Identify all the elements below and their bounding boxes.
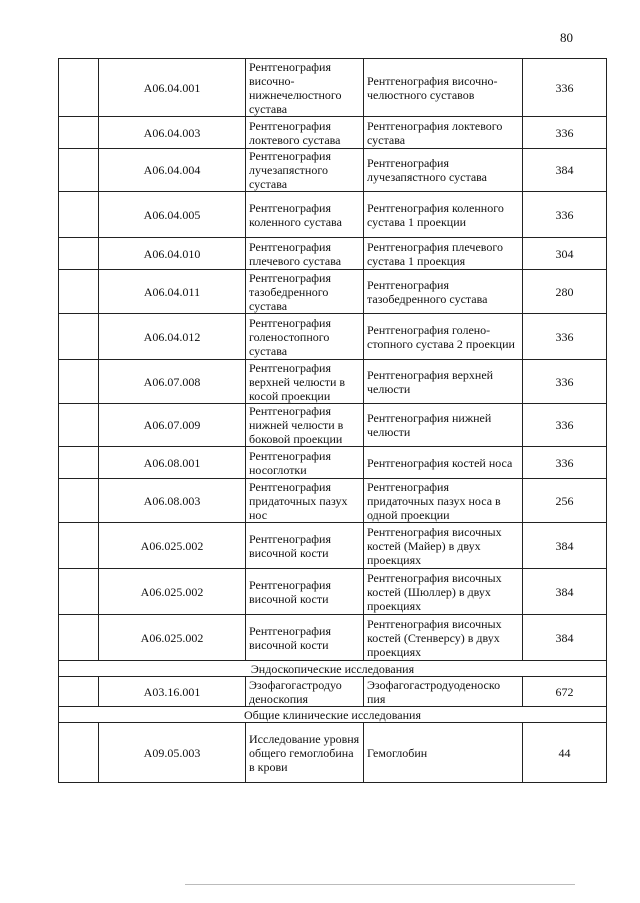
table-row [59,360,607,404]
service-code-cell: A06.04.004 [99,149,246,192]
row-index-cell [59,615,99,661]
table-row [59,238,607,270]
service-name-cell: Рентгенография лучезапястного сустава [246,149,364,192]
service-code-cell: A06.08.003 [99,479,246,523]
price-cell: 256 [523,479,607,523]
service-name-cell: Рентгенография нижней челюсти в боковой проекции [246,404,364,447]
row-index-cell [59,192,99,238]
row-index-cell [59,523,99,569]
row-index-cell [59,270,99,314]
table-row [59,149,607,192]
service-name-cell: Эзофагогастродуо деноскопия [246,677,364,707]
row-index-cell [59,479,99,523]
section-header-row [59,707,607,723]
page-number: 80 [560,30,573,45]
row-index-cell [59,677,99,707]
price-cell: 384 [523,523,607,569]
service-code-cell: A06.04.010 [99,238,246,270]
service-description-cell: Рентгенография локтевого сустава [364,117,523,149]
price-cell: 336 [523,447,607,479]
price-cell: 336 [523,404,607,447]
row-index-cell [59,360,99,404]
service-code-cell: A06.025.002 [99,523,246,569]
service-name-cell: Рентгенография височной кости [246,615,364,661]
service-description-cell: Рентгенография височно-челюстного суставов [364,59,523,117]
service-code-cell: A06.025.002 [99,615,246,661]
service-name-cell: Рентгенография тазобедренного сустава [246,270,364,314]
price-cell: 672 [523,677,607,707]
service-description-cell: Рентгенография коленного сустава 1 проекции [364,192,523,238]
table-row [59,615,607,661]
service-code-cell: A06.04.012 [99,314,246,360]
service-code-cell: A06.04.011 [99,270,246,314]
price-cell: 384 [523,149,607,192]
price-cell: 336 [523,192,607,238]
service-code-cell: A09.05.003 [99,723,246,783]
price-cell: 336 [523,360,607,404]
row-index-cell [59,314,99,360]
table-row [59,192,607,238]
service-description-cell: Рентгенография тазобедренного сустава [364,270,523,314]
service-code-cell: A06.07.008 [99,360,246,404]
row-index-cell [59,238,99,270]
table-row [59,479,607,523]
service-description-cell: Рентгенография костей носа [364,447,523,479]
service-name-cell: Рентгенография локтевого сустава [246,117,364,149]
service-name-cell: Рентгенография височной кости [246,523,364,569]
price-cell: 280 [523,270,607,314]
table-row [59,447,607,479]
table-row [59,314,607,360]
row-index-cell [59,569,99,615]
section-title: Общие клинические исследования [59,707,607,723]
table-row [59,404,607,447]
price-table [58,58,607,783]
service-description-cell: Гемоглобин [364,723,523,783]
service-code-cell: A06.04.001 [99,59,246,117]
table-row [59,59,607,117]
service-description-cell: Рентгенография височных костей (Шюллер) в двух проекциях [364,569,523,615]
price-cell: 336 [523,59,607,117]
table-row [59,569,607,615]
service-name-cell: Рентгенография височно-нижнечелюстного сустава [246,59,364,117]
price-cell: 384 [523,569,607,615]
service-code-cell: A06.08.001 [99,447,246,479]
service-description-cell: Рентгенография плечевого сустава 1 проекция [364,238,523,270]
row-index-cell [59,447,99,479]
table-row [59,677,607,707]
service-description-cell: Рентгенография придаточных пазух носа в одной проекции [364,479,523,523]
service-description-cell: Рентгенография лучезапястного сустава [364,149,523,192]
price-cell: 336 [523,314,607,360]
service-name-cell: Рентгенография височной кости [246,569,364,615]
service-name-cell: Рентгенография плечевого сустава [246,238,364,270]
service-code-cell: A06.04.005 [99,192,246,238]
price-cell: 44 [523,723,607,783]
section-title: Эндоскопические исследования [59,661,607,677]
service-description-cell: Эзофагогастродуоденоско пия [364,677,523,707]
service-description-cell: Рентгенография височных костей (Стенверсу) в двух проекциях [364,615,523,661]
service-description-cell: Рентгенография височных костей (Майер) в двух проекциях [364,523,523,569]
service-name-cell: Рентгенография верхней челюсти в косой проекции [246,360,364,404]
section-header-row [59,661,607,677]
service-code-cell: A06.04.003 [99,117,246,149]
service-description-cell: Рентгенография верхней челюсти [364,360,523,404]
service-name-cell: Рентгенография носоглотки [246,447,364,479]
table-row [59,117,607,149]
service-name-cell: Рентгенография голеностопного сустава [246,314,364,360]
row-index-cell [59,59,99,117]
table-row [59,723,607,783]
row-index-cell [59,404,99,447]
price-cell: 336 [523,117,607,149]
service-description-cell: Рентгенография нижней челюсти [364,404,523,447]
table-row [59,523,607,569]
table-row [59,270,607,314]
row-index-cell [59,149,99,192]
service-description-cell: Рентгенография голено-стопного сустава 2 проекции [364,314,523,360]
service-code-cell: A06.07.009 [99,404,246,447]
service-code-cell: A03.16.001 [99,677,246,707]
footer-divider [185,884,575,885]
service-name-cell: Рентгенография придаточных пазух нос [246,479,364,523]
row-index-cell [59,117,99,149]
price-cell: 304 [523,238,607,270]
service-name-cell: Рентгенография коленного сустава [246,192,364,238]
row-index-cell [59,723,99,783]
service-code-cell: A06.025.002 [99,569,246,615]
service-name-cell: Исследование уровня общего гемоглобина в крови [246,723,364,783]
price-cell: 384 [523,615,607,661]
